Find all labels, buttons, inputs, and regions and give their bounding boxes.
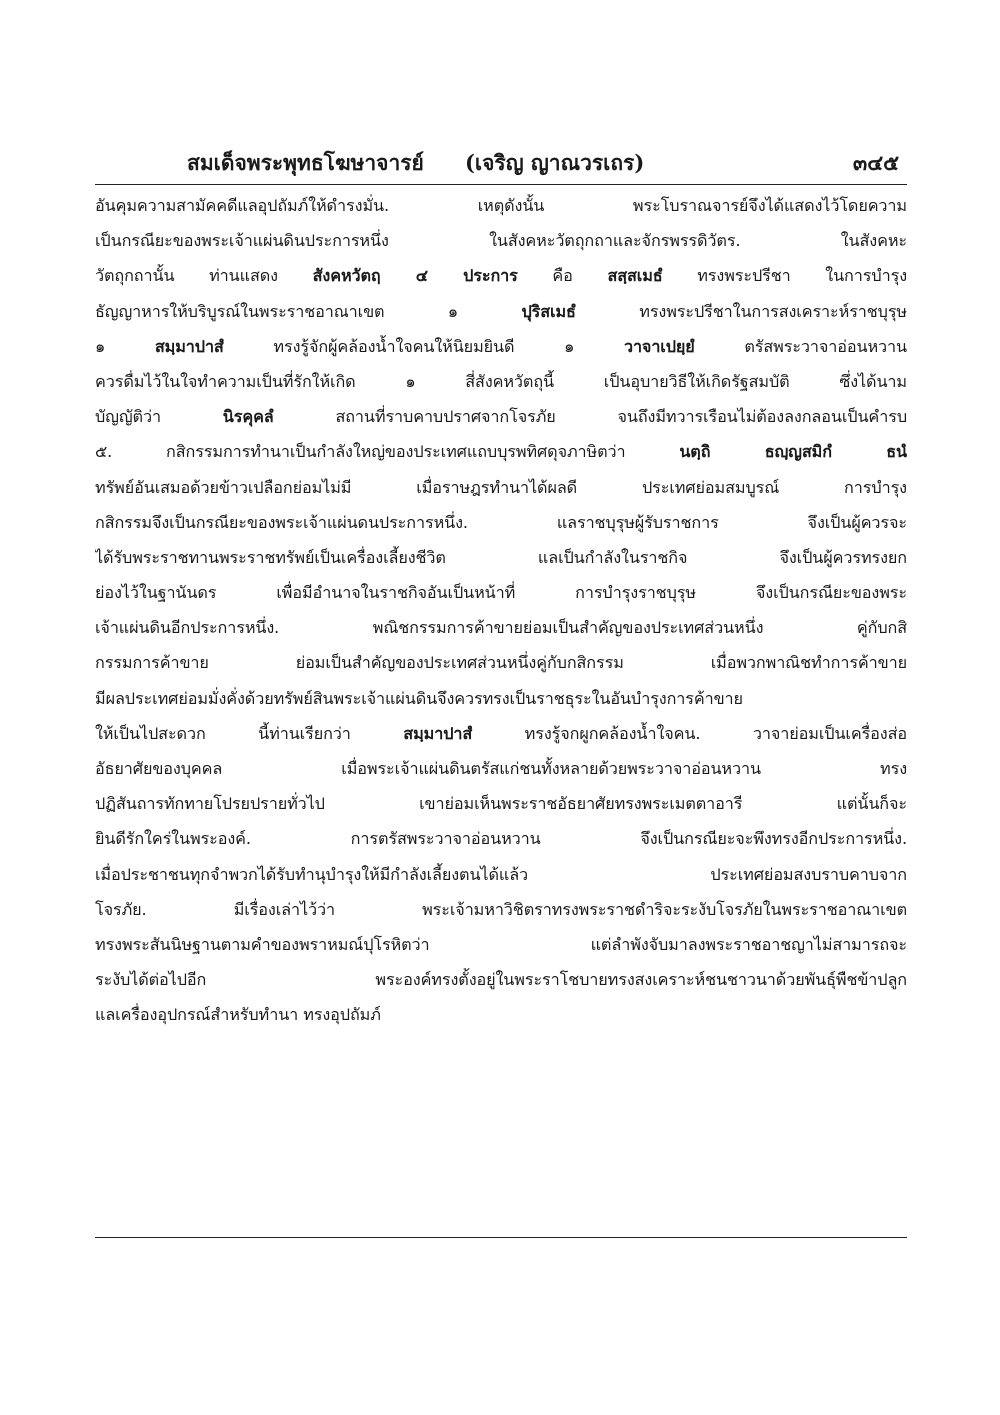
text-segment: โจรภัย. มีเรื่องเล่าไว้ว่า พระเจ้ามหาวิชิตราทรงพระราชดำริจะระงับโจรภัยในพระราชอาณาเขต	[95, 899, 907, 919]
footer-rule	[95, 1237, 907, 1238]
text-line	[95, 258, 907, 293]
text-segment: ยินดีรักใคร่ในพระองค์. การตรัสพระวาจาอ่อนหวาน จึงเป็นกรณียะจะพึงทรงอีกประการหนึ่ง.	[95, 829, 907, 849]
text-line	[95, 294, 907, 329]
text-line	[95, 434, 907, 469]
text-segment: เจ้าแผ่นดินอีกประการหนึ่ง. พณิชกรรมการค้าขายย่อมเป็นสำคัญของประเทศส่วนหนึ่ง คู่กับกสิ	[95, 618, 907, 638]
text-segment: อันคุมความสามัคคดีแลอุปถัมภ์ให้ดำรงมั่น. เหตุดังนั้น พระโบราณจารย์จึงได้แสดงไว้โดยความ	[95, 196, 907, 215]
header-subtitle: (เจริญ ญาณวรเถร)	[465, 150, 645, 175]
text-segment: ธัญญาหารให้บริบูรณ์ในพระราชอาณาเขต ๑	[95, 301, 522, 321]
text-line	[95, 892, 907, 927]
text-line	[95, 505, 907, 540]
text-segment: ควรดื่มไว้ในใจทำความเป็นที่รักให้เกิด ๑ สี่สังคหวัตถุนี้ เป็นอุบายวิธีให้เกิดรัฐสมบัติ ซึ่งได้นาม	[95, 371, 907, 391]
bold-term: นตฺถิ ธญฺญสมิกํ ธนํ	[679, 442, 907, 462]
bold-term: สังคหวัตฤ ๔ ประการ	[312, 266, 518, 286]
bold-term: ปุริสเมธํ	[521, 301, 576, 321]
text-segment: มีผลประเทศย่อมมั่งคั่งด้วยทรัพย์สินพระเจ้าแผ่นดินจึงควรทรงเป็นราชธุระในอันบำรุงการค้าขาย	[95, 688, 743, 708]
text-line	[95, 962, 907, 997]
text-line	[95, 540, 907, 575]
text-segment: คือ	[517, 266, 608, 286]
text-segment: ได้รับพระราชทานพระราชทรัพย์เป็นเครื่องเลี้ยงชีวิต แลเป็นกำลังในราชกิจ จึงเป็นผู้ควรทรงยก	[95, 547, 907, 567]
text-segment: เมื่อประชาชนทุกจำพวกได้รับทำนุบำรุงให้มีกำลังเลี้ยงตนได้แล้ว ประเทศย่อมสงบราบคาบจาก	[95, 864, 907, 884]
bold-term: นิรคุคลํ	[222, 407, 274, 427]
bold-term: สมฺมาปาสํ	[403, 723, 473, 743]
text-line	[95, 329, 907, 364]
text-segment: ทรงรู้จักผู้คล้องน้ำใจคนให้นิยมยินดี ๑	[223, 336, 624, 356]
text-line	[95, 610, 907, 645]
text-segment: วัตถุกถานั้น ท่านแสดง	[95, 266, 313, 286]
text-line	[95, 188, 907, 223]
text-line	[95, 645, 907, 680]
bold-term: วาจาเปยฺยํ	[623, 336, 695, 356]
text-segment: แลเครื่องอุปกรณ์สำหรับทำนา ทรงอุปถัมภ์	[95, 1005, 381, 1025]
text-segment: ตรัสพระวาจาอ่อนหวาน	[694, 336, 907, 356]
text-line	[95, 751, 907, 786]
text-segment: ทรงพระสันนิษฐานตามคำของพราหมณ์ปุโรหิตว่า แต่ลำพังจับมาลงพระราชอาชญาไม่สามารถจะ	[95, 934, 907, 954]
text-segment: กรรมการค้าขาย ย่อมเป็นสำคัญของประเทศส่วนหนึ่งคู่กับกสิกรรม เมื่อพวกพาณิชทำการค้าขาย	[95, 653, 907, 673]
text-line	[95, 997, 907, 1032]
text-segment: ทรงพระปรีชาในการสงเคราะห์ราชบุรุษ	[575, 301, 907, 321]
text-segment: อัธยาศัยของบุคคล เมื่อพระเจ้าแผ่นดินตรัสแก่ชนทั้งหลายด้วยพระวาจาอ่อนหวาน ทรง	[95, 759, 907, 778]
text-segment: ๕. กสิกรรมการทำนาเป็นกำลังใหญ่ของประเทศแถบบุรพทิศดุจภาษิตว่า	[95, 442, 680, 462]
text-segment: ให้เป็นไปสะดวก นี้ท่านเรียกว่า	[95, 723, 404, 743]
text-segment: ทรงพระปรีชา ในการบำรุง	[662, 266, 907, 286]
body-text	[95, 188, 907, 1033]
text-line	[95, 223, 907, 258]
text-segment: ทรงรู้จกผูกคล้องน้ำใจคน. วาจาย่อมเป็นเครื่องส่อ	[472, 723, 907, 743]
text-line	[95, 399, 907, 434]
page-number: ๓๔๕	[852, 150, 899, 175]
bold-term: สมฺมาปาสํ	[154, 336, 224, 356]
text-line	[95, 821, 907, 856]
bold-term: สสฺสเมธํ	[607, 266, 663, 286]
text-segment: บัญญัติว่า	[95, 407, 223, 427]
text-segment: ทรัพย์อันเสมอด้วยข้าวเปลือกย่อมไม่มี เมื่อราษฎรทำนาได้ผลดี ประเทศย่อมสมบูรณ์ การบำรุง	[95, 477, 907, 497]
text-segment: ปฏิสันถารทักทายโปรยปรายทั่วไป เขาย่อมเห็นพระราชอัธยาศัยทรงพระเมตตาอารี แต่นั้นก็จะ	[95, 794, 907, 814]
header-title: สมเด็จพระพุทธโฆษาจารย์	[187, 150, 424, 175]
text-line	[95, 716, 907, 751]
text-line	[95, 470, 907, 505]
text-segment: ย่องไว้ในฐานันดร เพื่อมีอำนาจในราชกิจอันเป็นหน้าที่ การบำรุงราชบุรุษ จึงเป็นกรณียะของพระ	[95, 583, 907, 603]
text-line	[95, 857, 907, 892]
text-line	[95, 681, 907, 716]
page-header	[95, 147, 907, 181]
text-line	[95, 575, 907, 610]
text-segment: ระงับได้ต่อไปอีก พระองค์ทรงตั้งอยู่ในพระราโชบายทรงสงเคราะห์ชนชาวนาด้วยพันธุ์พืชข้าปลูก	[95, 970, 907, 990]
text-segment: เป็นกรณียะของพระเจ้าแผ่นดินประการหนึ่ง ในสังคหะวัตถุกถาและจักรพรรดิวัตร. ในสังคหะ	[95, 231, 907, 251]
text-line	[95, 786, 907, 821]
text-segment: สถานที่ราบคาบปราศจากโจรภัย จนถึงมีทวารเรือนไม่ต้องลงกลอนเป็นคำรบ	[273, 407, 907, 427]
text-line	[95, 364, 907, 399]
text-segment: กสิกรรมจึงเป็นกรณียะของพระเจ้าแผ่นดนประการหนึ่ง. แลราชบุรุษผู้รับราชการ จึงเป็นผู้ควรจะ	[95, 512, 907, 532]
text-segment: ๑	[95, 336, 155, 356]
header-rule	[95, 184, 907, 185]
text-line	[95, 927, 907, 962]
